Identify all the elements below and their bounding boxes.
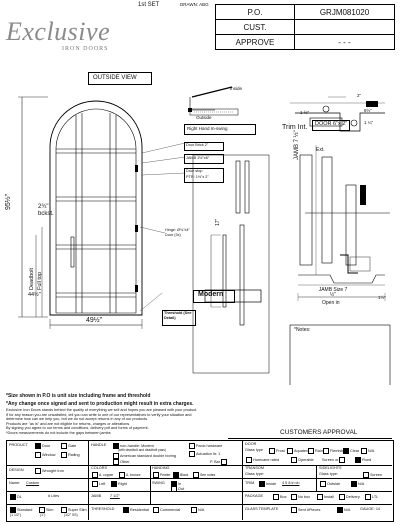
package-no-box[interactable]: No box (290, 494, 310, 500)
dim-1-1: 1½" (378, 295, 386, 300)
glass-clear[interactable]: Clear (342, 448, 359, 454)
ext-label: Ext. (316, 147, 325, 153)
threshold-commercial[interactable]: Commercial (152, 507, 180, 513)
info-row-approve (216, 35, 395, 50)
customer-approval-label: CUSTOMERS APPROVAL (280, 429, 358, 436)
panic-hardware[interactable]: Panic hardware (188, 443, 222, 449)
jamb-7-label: JAMB 7 ½" (294, 130, 300, 160)
colors-label: COLORS (91, 466, 108, 470)
glass-template-na[interactable]: N/A (336, 507, 350, 513)
swing-label: Right Hand In-swing (187, 126, 228, 131)
package-delivery[interactable]: Delivery (338, 494, 360, 500)
drawn-label: DRAWN: ABG (180, 2, 209, 7)
trim-inside-value: 4 5 8 in ch (282, 481, 300, 485)
gauge-label: GAUGE: 14 (360, 507, 381, 511)
actuation-opt[interactable]: Actuation ltr: 1 (188, 451, 220, 457)
handing-label: HANDING (152, 466, 170, 470)
small-dim-17: 17" (215, 218, 221, 226)
glass-na[interactable]: N/A (360, 448, 374, 454)
trim-int-label: Trim Int. (282, 124, 308, 131)
disclaimer-line-1: Exclusive Iron Doors stands behind the quality of everything we sell and hopes you are pleased with your product. (6, 408, 198, 412)
trim-na-opt[interactable]: N/A (350, 481, 364, 487)
color-black[interactable]: Black (172, 472, 188, 478)
transom-label: TRANSOM (245, 466, 264, 470)
frame-super-slim-size: (1/2" SS) (64, 513, 78, 517)
screen-or-opt[interactable]: Screen or (322, 457, 346, 463)
threshold-section-label: THRESHOLD (91, 507, 115, 511)
disclaimer-line-2: If for any reason you are unsatisfied, tell you can write to one of our representatives to verify your situation and (6, 412, 192, 417)
frame-slim[interactable]: Slim (38, 507, 53, 513)
order-info-table (215, 4, 395, 50)
jamb-size-label: JAMB Size 7 ½" (318, 287, 348, 298)
threshold-residential[interactable]: Residential (122, 507, 149, 513)
threshold-label: Threshold (See Detail) (164, 311, 192, 320)
company-logo-subtitle: IRON DOORS (62, 46, 109, 52)
glass-aquatex[interactable]: Aquatex (286, 448, 308, 454)
design-label: DESIGN (9, 468, 24, 472)
sidelights-screen-opt[interactable]: Screen (362, 472, 382, 478)
disclaimer-line-5: By signing you agree to our terms and conditions, delivery pdf and forms of payment. (6, 426, 149, 430)
product-railing[interactable]: Railing (60, 452, 80, 458)
frame-standard-size: (1 1/2") (10, 513, 22, 517)
open-in-label: Open in (322, 300, 340, 306)
jamb-label: JAMB 1½"x6" (186, 156, 210, 160)
dim-1-5: 1 ½" (300, 110, 310, 115)
dim-8-5: 8½" (364, 108, 372, 113)
sidelights-glass-label: Glass type: (319, 472, 338, 476)
glass-rain[interactable]: Rain (307, 448, 323, 454)
dim-2: 2" (357, 93, 362, 98)
swing-section-label: SWING (152, 481, 165, 485)
door-stop-label: Door stop (186, 169, 203, 173)
p-bar-opt[interactable]: P. Bar (210, 459, 228, 465)
disclaimer-line-4: Products are "as is" and are not eligible for returns, charges or alterations. (6, 421, 131, 426)
disclaimer-line-3: determine how can we help you, but we do not accept returns in any of our products. (6, 417, 149, 421)
handle-opt-1[interactable]: non-handle: Modern (112, 443, 154, 449)
po-value: GRJM081020 (295, 5, 395, 20)
package-ltl[interactable]: LTL (364, 494, 378, 500)
name-label: Name: (9, 481, 21, 485)
handle-opt-2: (with deadbolt and deadbolt pass) (118, 448, 166, 452)
glass-type-label: Glass type (245, 448, 263, 452)
hurricane-opt[interactable]: Hurricane rated (245, 457, 279, 463)
handing-left[interactable]: Left (91, 481, 105, 487)
handle-label: HANDLE (91, 443, 107, 447)
notes-label: *Notes: (294, 327, 311, 333)
door-brick-label: Door Brick 2" (186, 143, 209, 147)
package-box[interactable]: Box (272, 494, 287, 500)
transom-glass-label: Glass type: (245, 472, 264, 476)
trim-label: TRIM (245, 481, 255, 485)
handle-opt-3[interactable]: American standard double boring (112, 453, 176, 459)
fixed-opt[interactable]: Fixed (354, 457, 371, 463)
package-install[interactable]: Install (316, 494, 334, 500)
jamb-section-value: 7 1/2" (110, 494, 120, 498)
product-door[interactable]: Door (34, 443, 50, 449)
product-gate[interactable]: Gate (60, 443, 76, 449)
cust-label: CUST. (216, 20, 295, 35)
info-row-cust (216, 20, 395, 35)
deadbolt-label: Deadbolt (29, 267, 35, 290)
color-pewter[interactable]: Pewter (152, 472, 171, 478)
dl-opt[interactable]: DL (9, 494, 22, 500)
cust-value (295, 20, 395, 35)
size-note: *Size shown in P.O is unit size including frame and threshold (6, 393, 151, 399)
color-see-notes[interactable]: See notes (192, 472, 215, 478)
glass-frost[interactable]: Frost (268, 448, 285, 454)
height-dimension: 95½" (5, 193, 12, 210)
outside-label: Outside (196, 115, 212, 120)
glass-template-sent[interactable]: Sent #Pieces (290, 507, 320, 513)
handle-opt-4[interactable]: Other (112, 459, 130, 465)
door-section-label: DOOR (245, 442, 257, 446)
dim-44-label: 44½" (28, 292, 41, 298)
door-6x2-label: DOOR 6"x 2" (315, 121, 348, 127)
trim-inside-opt[interactable]: Inside (258, 481, 276, 487)
disclaimer-line-6: *Doors measurements do not include the gaps between jambs (6, 430, 111, 435)
company-logo: Exclusive (6, 17, 111, 46)
glass-flemish[interactable]: Flemish (322, 448, 343, 454)
color-a-copper[interactable]: A. copper (91, 472, 114, 478)
color-a-bronze[interactable]: A. bronze (118, 472, 141, 478)
frame-slim-size: (1") (40, 513, 46, 517)
inside-label: Inside (230, 86, 243, 91)
handing-right[interactable]: Right (110, 481, 127, 487)
jamb-section-label: JAMB (91, 494, 102, 498)
swing-out[interactable]: Out (170, 486, 184, 492)
width-dimension: 49½" (86, 317, 103, 324)
product-window[interactable]: Window (34, 452, 56, 458)
modern-style-label: Modern (198, 291, 224, 298)
dim-1-4: 1 ¼" (364, 120, 374, 125)
swing-in[interactable]: In (170, 481, 181, 487)
frame-standard[interactable]: Standard (9, 507, 32, 513)
po-label: P.O. (216, 5, 295, 20)
full-top-label: Full top (37, 271, 43, 290)
info-row-po (216, 5, 395, 20)
wrought-iron-opt[interactable]: Wrought Iron (34, 468, 64, 474)
change-note: *Any change once signed and sent to production might result in extra charges. (6, 401, 194, 407)
dl-lites-label: # Lites (48, 494, 60, 498)
hinge-label: Hinge: Ø¾"x4" Door (3x) (165, 228, 190, 237)
trim-outside-opt[interactable]: Outside (319, 481, 340, 487)
glass-template-label: GLASS TEMPLATE (245, 507, 279, 511)
name-value: Custom (26, 481, 40, 485)
frame-super-slim[interactable]: Super Slim (60, 507, 87, 513)
set-label: 1st SET (138, 2, 160, 8)
sidelights-label: SIDELIGHTS (319, 466, 342, 470)
package-label: PACKAGE (245, 494, 264, 498)
operable-opt[interactable]: Operable (290, 457, 314, 463)
ptr-label: PTR: 1½"x 2" (186, 175, 209, 179)
product-label: PRODUCT (9, 443, 28, 447)
approve-label: APPROVE (216, 35, 295, 50)
backset-label: 2¾" bckst. (38, 204, 54, 217)
approve-value: - - - (295, 35, 395, 50)
threshold-na[interactable]: N/A (190, 507, 204, 513)
outside-view-label: OUTSIDE VIEW (93, 75, 137, 81)
